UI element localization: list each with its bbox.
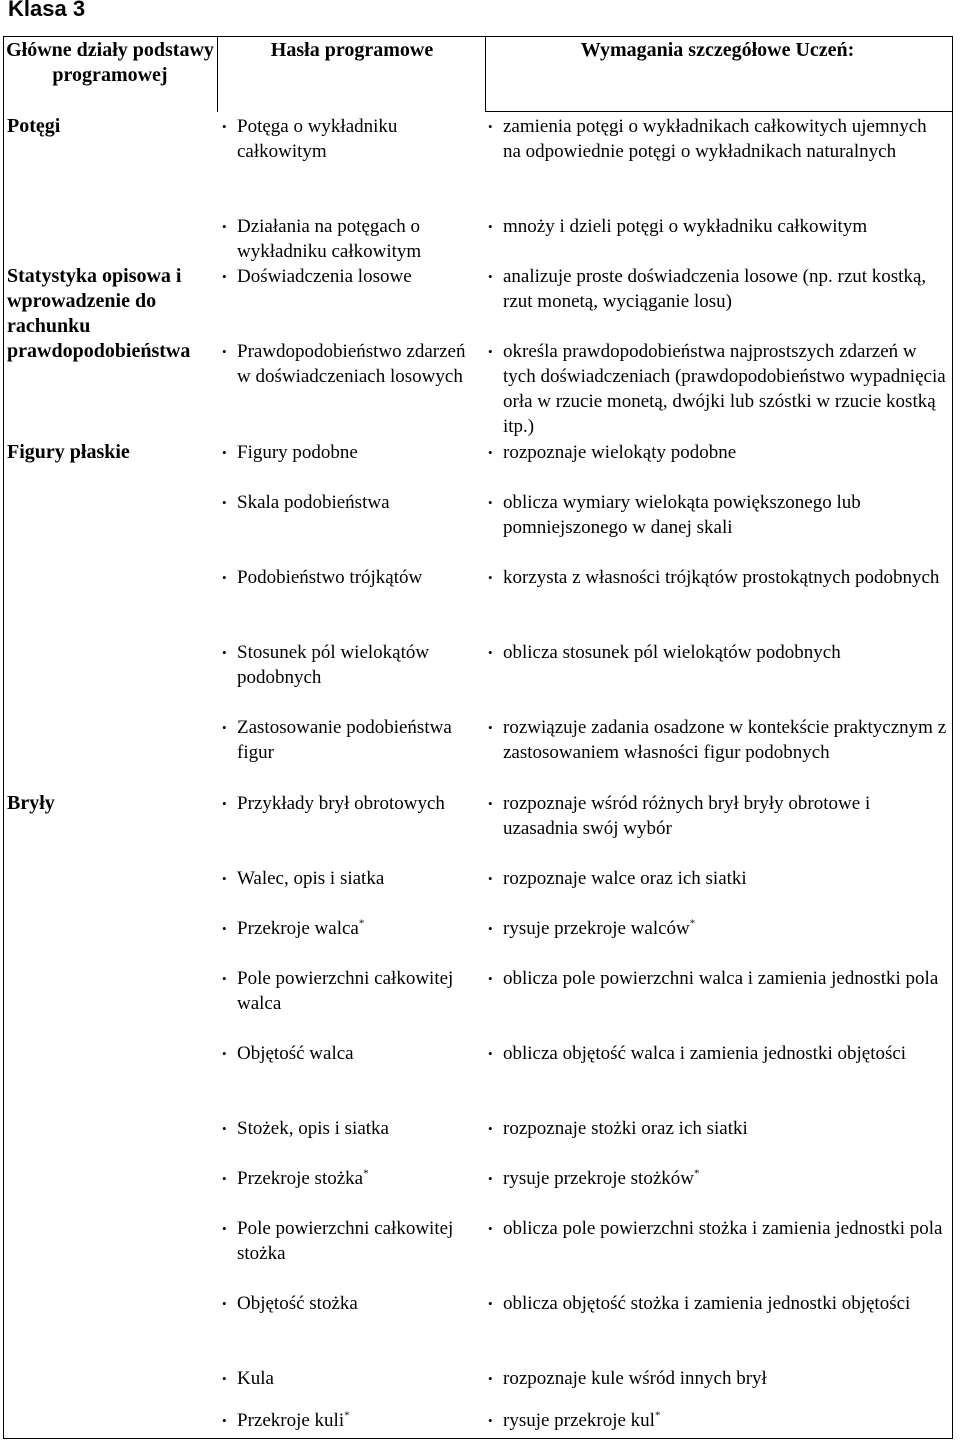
header-underline [485, 111, 953, 112]
requirement-item: • rozpoznaje wśród różnych brył bryły obrotowe i uzasadnia swój wybór [488, 793, 871, 839]
requirement-item: • rozpoznaje stożki oraz ich siatki [488, 1118, 748, 1139]
header-divider [485, 36, 486, 112]
requirement-item: • rozwiązuje zadania osadzone w kontekście praktycznym z zastosowaniem własności figur podobnych [488, 717, 947, 763]
requirement-item: • rozpoznaje walce oraz ich siatki [488, 868, 747, 889]
topic-item: • Stożek, opis i siatka [222, 1118, 389, 1139]
topic-item: • Kula [222, 1368, 274, 1389]
topic-item: • Zastosowanie podobieństwa figur [222, 717, 452, 763]
topic-item: • Objętość walca [222, 1043, 354, 1064]
topic-item: • Przekroje kuli* [222, 1409, 350, 1431]
requirement-item: • oblicza objętość stożka i zamienia jednostki objętości [488, 1293, 911, 1314]
category-label: Potęgi [7, 115, 61, 137]
requirement-item: • oblicza pole powierzchni walca i zamienia jednostki pola [488, 968, 939, 989]
topic-item: • Działania na potęgach o wykładniku całkowitym [222, 216, 422, 262]
category-label: Figury płaskie [7, 441, 130, 463]
requirement-item: • oblicza stosunek pól wielokątów podobnych [488, 642, 841, 663]
topic-item: • Stosunek pól wielokątów podobnych [222, 642, 430, 688]
topic-item: • Walec, opis i siatka [222, 868, 385, 889]
topic-item: • Pole powierzchni całkowitej walca [222, 968, 454, 1014]
topic-item: • Przekroje stożka* [222, 1167, 369, 1189]
topic-item: • Przekroje walca* [222, 917, 365, 939]
category-label: Bryły [7, 792, 55, 814]
topic-item: • Prawdopodobieństwo zdarzeń w doświadczeniach losowych [222, 341, 466, 387]
requirement-item: • rozpoznaje kule wśród innych brył [488, 1368, 767, 1389]
requirement-item: • korzysta z własności trójkątów prostokątnych podobnych [488, 567, 940, 588]
topic-item: • Potęga o wykładniku całkowitym [222, 116, 398, 162]
requirement-item: • rysuje przekroje kul* [488, 1409, 661, 1431]
header-divider [217, 36, 218, 112]
topic-item: • Podobieństwo trójkątów [222, 567, 423, 588]
header-col3: Wymagania szczegółowe Uczeń: [580, 39, 855, 61]
category-label: Statystyka opisowa i wprowadzenie do rachunku prawdopodobieństwa [7, 265, 191, 362]
topic-item: • Figury podobne [222, 442, 358, 463]
requirement-item: • rozpoznaje wielokąty podobne [488, 442, 737, 463]
requirement-item: • określa prawdopodobieństwa najprostszych zdarzeń w tych doświadczeniach (prawdopodobieństwo wypadnięcia orła w rzucie monetą, dwójki lub szóstki w rzucie kostką itp.) [488, 341, 946, 437]
header-col2: Hasła programowe [270, 39, 434, 61]
requirement-item: • rysuje przekroje walców* [488, 917, 696, 939]
requirement-item: • zamienia potęgi o wykładnikach całkowitych ujemnych na odpowiednie potęgi o wykładnikach naturalnych [488, 116, 927, 162]
requirement-item: • oblicza pole powierzchni stożka i zamienia jednostki pola [488, 1218, 943, 1239]
topic-item: • Skala podobieństwa [222, 492, 390, 513]
topic-item: • Pole powierzchni całkowitej stożka [222, 1218, 454, 1264]
requirement-item: • oblicza wymiary wielokąta powiększonego lub pomniejszonego w danej skali [488, 492, 861, 538]
topic-item: • Przykłady brył obrotowych [222, 793, 445, 814]
requirement-item: • analizuje proste doświadczenia losowe (np. rzut kostką, rzut monetą, wyciąganie losu) [488, 266, 927, 312]
requirement-item: • rysuje przekroje stożków* [488, 1167, 700, 1189]
topic-item: • Doświadczenia losowe [222, 266, 412, 287]
topic-item: • Objętość stożka [222, 1293, 358, 1314]
header-col1: Główne działy podstawy programowej [6, 39, 214, 86]
page-title: Klasa 3 [8, 0, 86, 21]
requirement-item: • oblicza objętość walca i zamienia jednostki objętości [488, 1043, 907, 1064]
requirement-item: • mnoży i dzieli potęgi o wykładniku całkowitym [488, 216, 868, 237]
